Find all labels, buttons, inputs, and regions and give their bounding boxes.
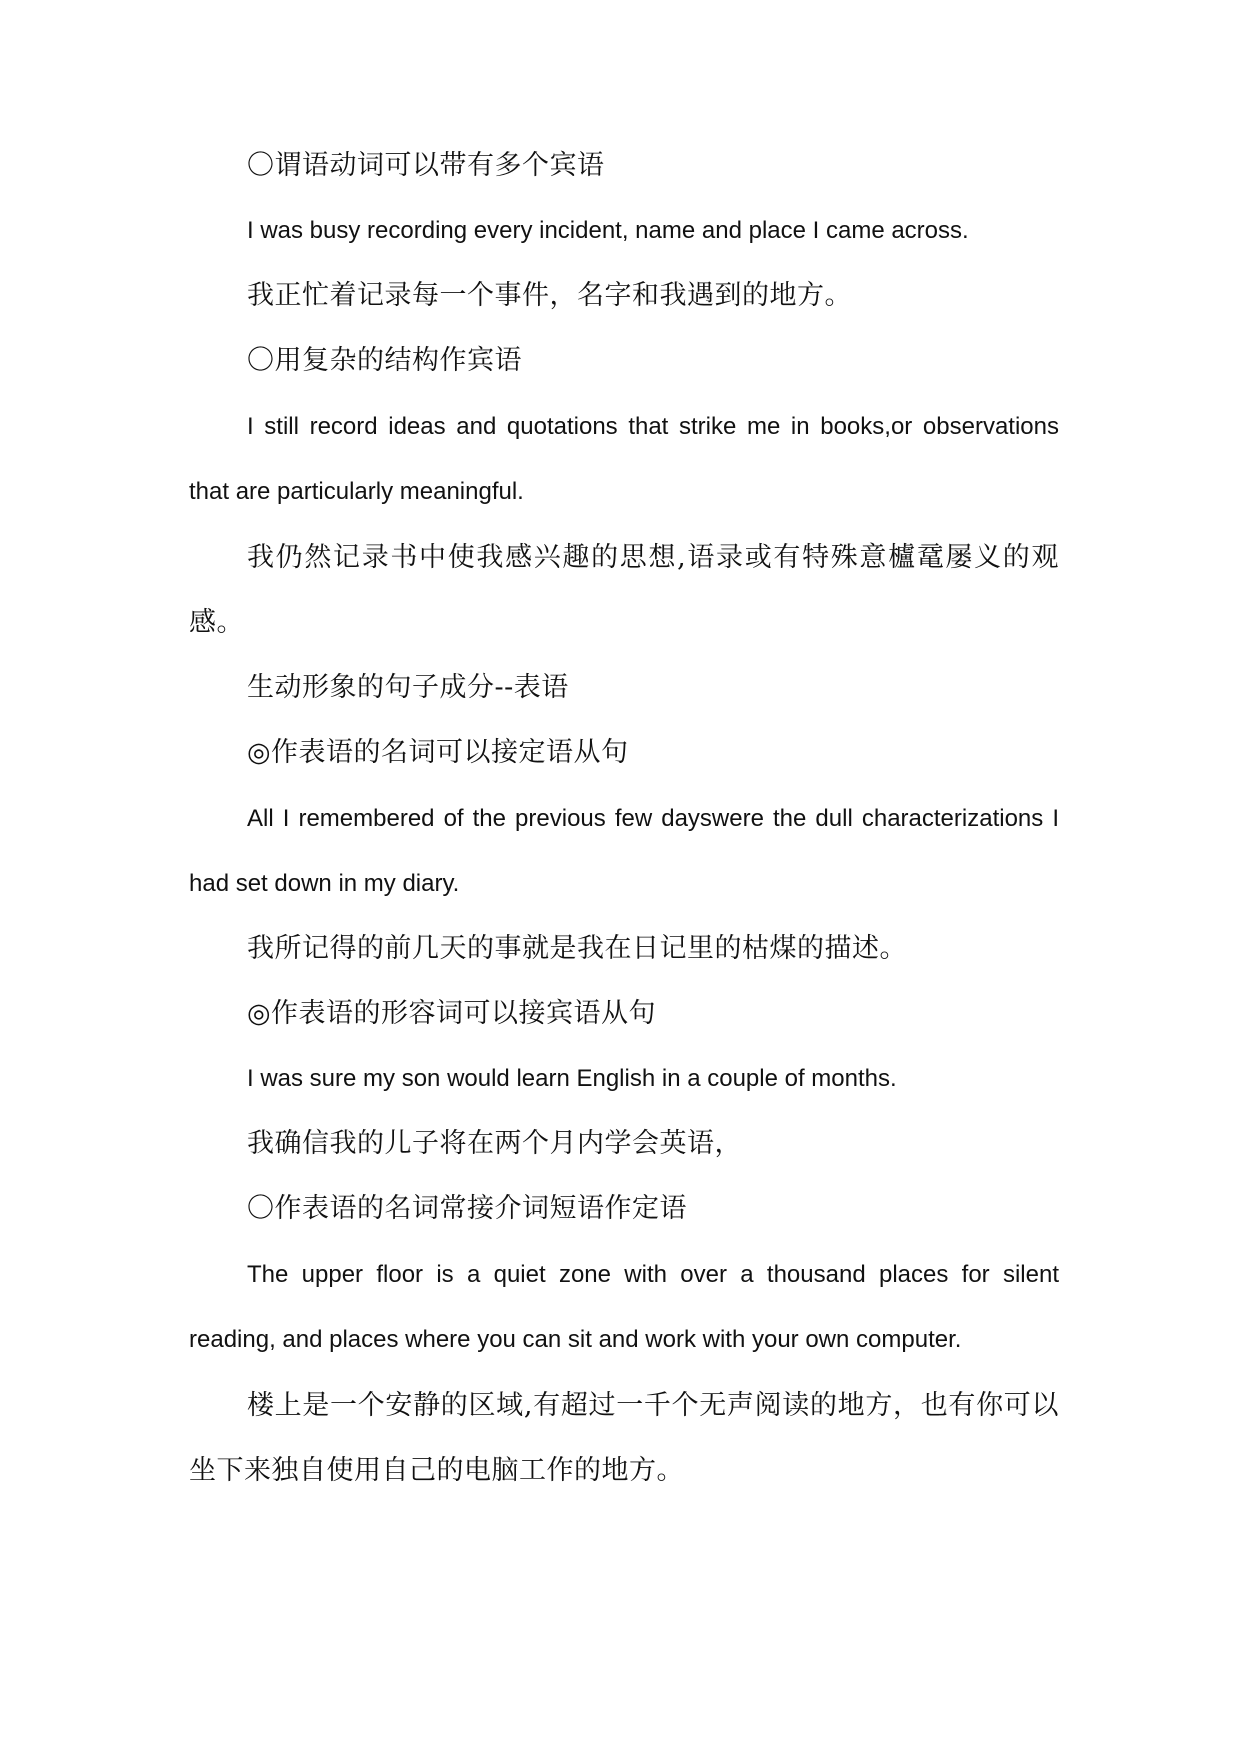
- example-translation-zh: 我仍然记录书中使我感兴趣的思想,语录或有特殊意櫨鼋屡义的观感。: [189, 542, 1059, 638]
- example-sentence-en: I was sure my son would learn English in a couple of months.: [247, 1065, 897, 1092]
- example-translation-zh: 我确信我的儿子将在两个月内学会英语，: [247, 1128, 742, 1159]
- example-sentence-en: I was busy recording every incident, name and place I came across.: [247, 217, 969, 244]
- heading-complex-object: 〇用复杂的结构作宾语: [247, 345, 522, 376]
- document-body: [189, 148, 1059, 1518]
- heading-adjective-object-clause: ◎作表语的形容词可以接宾语从句: [247, 998, 657, 1029]
- example-sentence-en: The upper floor is a quiet zone with over a thousand places for silent reading, and places where you can sit and work with your own computer.: [189, 1261, 1059, 1353]
- heading-noun-attributive-clause: ◎作表语的名词可以接定语从句: [247, 737, 629, 768]
- example-translation-zh: 我正忙着记录每一个事件，名字和我遇到的地方。: [247, 280, 852, 311]
- section-heading-predicative: 生动形象的句子成分--表语: [247, 672, 569, 703]
- example-sentence-en: I still record ideas and quotations that strike me in books,or observations that are particularly meaningful.: [189, 413, 1059, 505]
- heading-noun-prepositional-phrase: 〇作表语的名词常接介词短语作定语: [247, 1193, 687, 1224]
- example-translation-zh: 我所记得的前几天的事就是我在日记里的枯煤的描述。: [247, 933, 907, 964]
- heading-multiple-objects: 〇谓语动词可以带有多个宾语: [247, 150, 605, 181]
- example-translation-zh: 楼上是一个安静的区域,有超过一千个无声阅读的地方，也有你可以坐下来独自使用自己的电脑工作的地方。: [189, 1390, 1059, 1486]
- example-sentence-en: All I remembered of the previous few dayswere the dull characterizations I had set down in my diary.: [189, 805, 1059, 897]
